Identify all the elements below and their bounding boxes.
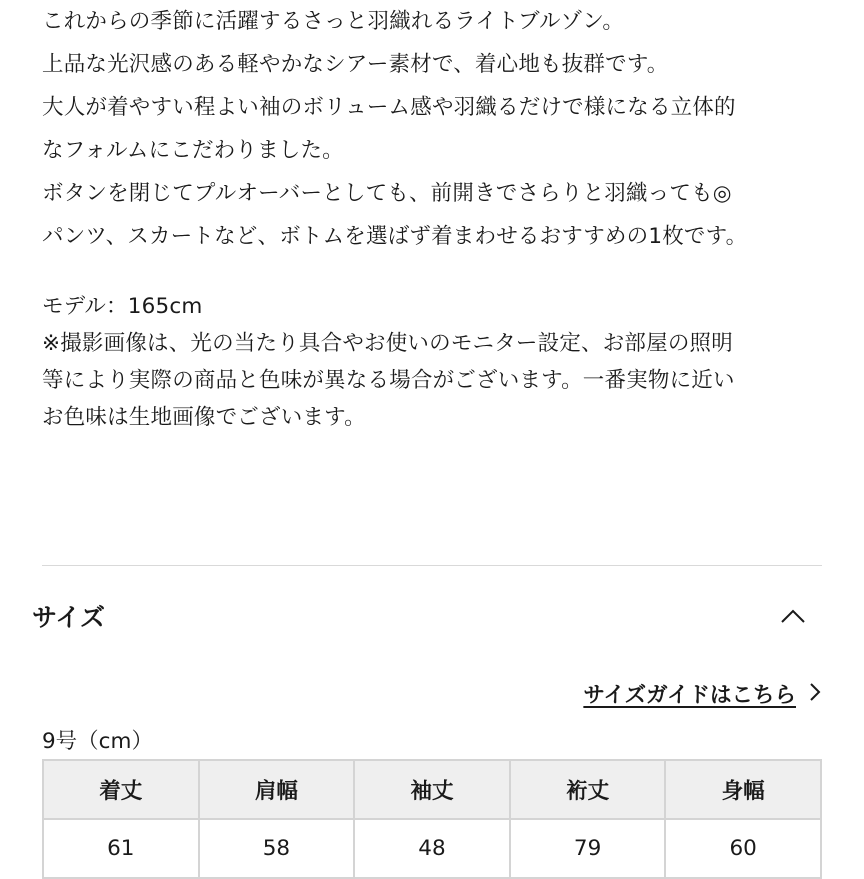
table-header-cell: 裄丈 [510, 760, 666, 819]
table-cell: 58 [199, 819, 355, 878]
description-line: 大人が着やすい程よい袖のボリューム感や羽織るだけで様になる立体的 [42, 95, 736, 120]
table-caption: 9号（cm） [42, 729, 153, 754]
chevron-up-icon[interactable] [778, 602, 808, 632]
product-description [42, 0, 832, 436]
size-section-header[interactable] [32, 592, 822, 642]
description-line: なフォルムにこだわりました。 [42, 138, 344, 163]
disclaimer-line: ※撮影画像は、光の当たり具合やお使いのモニター設定、お部屋の照明 [42, 331, 733, 356]
size-section-title: サイズ [32, 603, 106, 632]
table-header-cell: 肩幅 [199, 760, 355, 819]
table-row [43, 819, 821, 878]
table-cell: 48 [354, 819, 510, 878]
table-cell: 79 [510, 819, 666, 878]
table-header-cell: 身幅 [665, 760, 821, 819]
chevron-right-icon [808, 681, 822, 707]
model-info: モデル：165cm [42, 294, 203, 319]
section-divider [42, 565, 822, 566]
description-line: ボタンを閉じてプルオーバーとしても、前開きでさらりと羽織っても◎ [42, 181, 732, 206]
table-cell: 61 [43, 819, 199, 878]
table-header-cell: 袖丈 [354, 760, 510, 819]
size-guide-link[interactable] [583, 678, 822, 709]
size-guide-label[interactable]: サイズガイドはこちら [583, 683, 796, 708]
disclaimer-line: 等により実際の商品と色味が異なる場合がございます。一番実物に近い [42, 368, 735, 393]
table-header-cell: 着丈 [43, 760, 199, 819]
description-line: 上品な光沢感のある軽やかなシアー素材で、着心地も抜群です。 [42, 52, 669, 77]
table-header-row [43, 760, 821, 819]
size-table [42, 759, 822, 879]
disclaimer-line: お色味は生地画像でございます。 [42, 405, 366, 430]
description-line: パンツ、スカートなど、ボトムを選ばず着まわせるおすすめの1枚です。 [42, 224, 748, 249]
table-cell: 60 [665, 819, 821, 878]
description-line: これからの季節に活躍するさっと羽織れるライトブルゾン。 [42, 9, 625, 34]
